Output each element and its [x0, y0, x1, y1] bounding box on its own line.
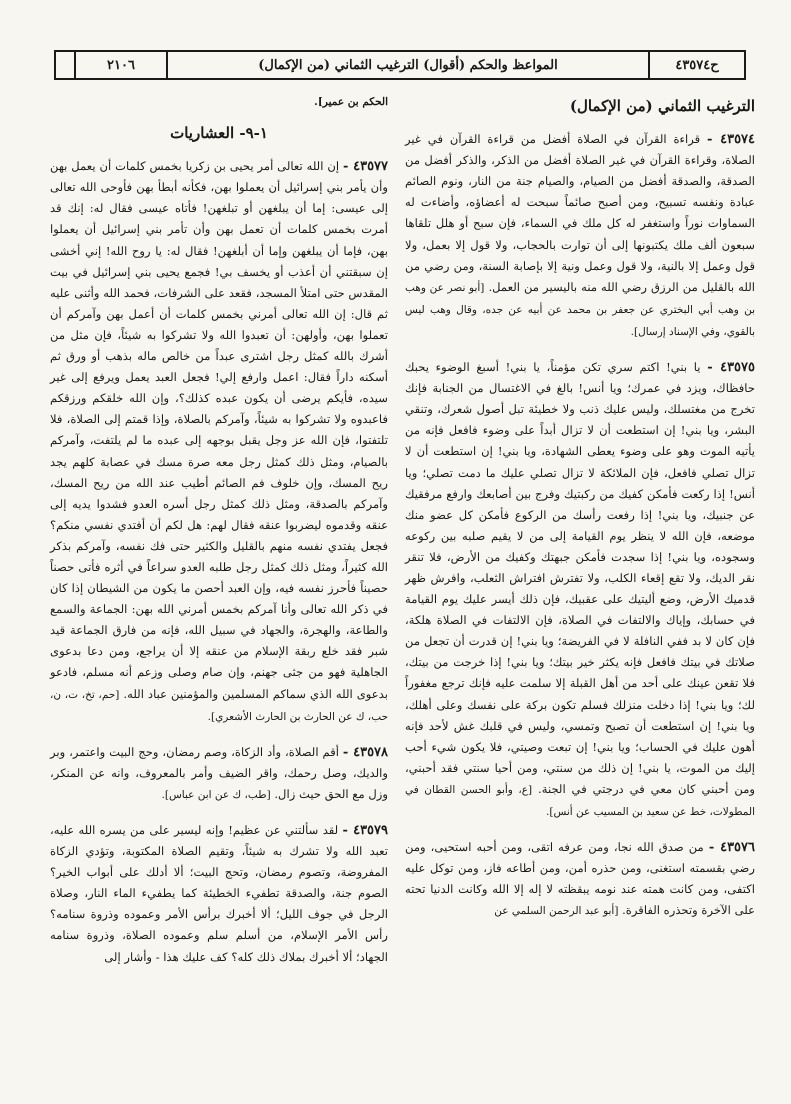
hadith-text: من صدق الله نجا، ومن عرفه اتقى، ومن أحبه استحيى، ومن رضي بقسمته استغنى، ومن حذره أمن، ومن أطاعه فاز، ومن توكل عليه اكتفى، ومن كانت همته عند نومه يبقظته لا إله إلا الله وكانت الدنيا تحته على الآخرة وتحذره الفاقرة. — [405, 840, 755, 918]
hadith-source: [أبو عبد الرحمن السلمي عن — [494, 905, 619, 918]
hadith-source: [طب، ك عن ابن عباس]. — [161, 788, 271, 801]
source-continuation: الحكم بن عمير]. — [314, 96, 388, 108]
section-heading: الترغيب الثماني (من الإكمال) — [569, 97, 755, 115]
hadith-text: إن الله تعالى أمر يحيى بن زكريا بخمس كلمات أن يعمل بهن وأن يأمر بني إسرائيل أن يعملوا بهن، فكأنه أبطأ بهن فأوحى الله تعالى إلى عيسى: إما أن يبلغهن أو تبلغهن! فأتاه عيسى فقال له: إنك قد أمرت بخمس كلمات أن تعمل بهن وأن تأمر بني إسرائيل أن يعملوا بهن، فإما أن يبلغهن وإما أن أبلغهن! فقال له: يا روح الله! إني أخشى إن سبقتني أن أعذب أو يخسف بي! فجمع يحيى بني إسرائيل في بيت المقدس حتى امتلأ المسجد، فقعد على الشرفات، فحمد الله وأثنى عليه ثم قال: إن الله تعالى أمرني بخمس كلمات أن أعمل بهن وآمركم أن تعملوا بهن، وأولهن: أن تعبدوا الله ولا تشركوا به شيئاً، فإن مثل من أشرك بالله كمثل رجل اشترى عبداً من خالص ماله بذهب أو ورق ثم أسكنه داراً فقال: اعمل وارفع إلي! فجعل العبد يعمل ويرفع إلى غير سيده، فأيكم يرضى أن يكون عبده كذلك؟، وإن الله خلقكم ورزقكم فاعبدوه ولا تشركوا به شيئاً، وآمركم بالصلاة، وإذا قمتم إلى الصلاة، فلا تلتفتوا، فإن الله عز وجل يقبل بوجهه إلى عبده ما لم يلتفت، وآمركم بالصيام، ومثل ذلك كمثل رجل معه صرة مسك في عصابة كلهم يجد ريح المسك، وإن خلوف فم الصائم أطيب عند الله من ريح المسك، وآمركم بالصدقة، ومثل ذلك كمثل رجل أسره العدو فشدوا يديه إلى عنقه وقدموه ليضربوا عنقه فقال لهم: هل لكم أن أفتدي نفسي منكم؟ فجعل يفتدي نفسه منهم بالقليل والكثير حتى فك نفسه، وآمركم بذكر الله كثيراً، ومثل ذلك كمثل رجل طلبه العدو سراعاً في أثره فأتى حصناً حصيناً فأحرز نفسه فيه، وإن العبد أحصن ما يكون من الشيطان إذا كان في ذكر الله تعالى وأنا آمركم بخمس أمرني الله بهن: الجماعة والسمع والطاعة، والهجرة، والجهاد في سبيل الله، فإنه من فارق الجماعة قيد شبر فقد خلع ربقة الإسلام من عنقه إلا أن يراجع، ومن دعا بدعوى الجاهلية فهو من جثى جهنم، وإن صام وصلى وزعم أنه مسلم، فادعو بدعوى الله الذي سماكم المسلمين والمؤمنين عباد الله. — [50, 159, 389, 701]
hadith-source: [حم، تخ، ت، ن، حب، ك عن الحارث بن الحارث الأشعري]. — [50, 688, 388, 723]
page-header — [54, 50, 746, 80]
hadith-source: [أبو نصر عن وهب بن وهب أبي البختري عن جعفر بن محمد عن أبيه عن جده، وقال وهب ليس بالقوي، وفي الإسناد إرسال]. — [405, 281, 755, 338]
hadith-number: ٤٣٥٧٤ - — [707, 132, 756, 148]
left-column — [50, 92, 388, 982]
hadith-number: ٤٣٥٧٨ - — [342, 744, 389, 760]
hadith-text: لقد سألتني عن عظيم! وإنه ليسير على من يسره الله عليه، تعبد الله ولا تشرك به شيئاً، وتقيم الصلاة المكتوبة، وتؤدي الزكاة المفروضة، وتصوم رمضان، وتحج البيت؛ ألا أدلك على أبواب الخير؟ الصوم جنة، والصدقة تطفيء الخطيئة كما يطفيء الماء النار، وصلاة الرجل في جوف الليل؛ ألا أخبرك برأس الأمر وعموده وذروة سنامه؟ رأس الأمر الإسلام، من أسلم سلم وعموده الصلاة، وذروة سنامه الجهاد؛ ألا أخبرك بملاك ذلك كله؟ كف عليك هذا - وأشار إلى — [50, 823, 388, 964]
hadith-entry — [405, 129, 755, 343]
hadith-entry — [405, 837, 755, 922]
hadith-entry — [50, 156, 388, 728]
right-column — [405, 92, 755, 936]
hadith-text: أقم الصلاة، وأد الزكاة، وصم رمضان، وحج البيت واعتمر، وبر والديك، وصل رحمك، واقر الضيف وأمر بالمعروف، وانه عن المنكر، وزل مع الحق حيث زال. — [50, 744, 388, 801]
hadith-text: قراءة القرآن في الصلاة أفضل من قراءة القرآن في غير الصلاة، وقراءة القرآن في غير الصلاة أفضل من الذكر، والذكر أفضل من الصدقة، والصدقة أفضل من الصيام، والصيام جنة من النار، ونوم الصائم عبادة ونفسه تسبيح، ومن أصبح صائماً سبحت له أعضاؤه، وأضاءت له السماوات نوراً واستغفر له كل ملك في السماء، فإن سبح أو هلل تلقاها سبعون ألف ملك يكتبونها إلى أن توارت بالحجاب، ولا قول إلا بعمل، ولا قول وعمل إلا بالنية، ولا قول وعمل ونية إلا بإصابة السنة، ومن رضي من الله بالقليل من الرزق رضي الله منه باليسير من العمل. — [405, 132, 755, 294]
hadith-entry — [50, 820, 388, 968]
hadith-number: ٤٣٥٧٦ - — [708, 840, 756, 856]
hadith-number: ٤٣٥٧٩ - — [342, 823, 389, 838]
running-title: المواعظ والحكم (أقوال) الترغيب الثماني (من الإكمال) — [258, 57, 558, 73]
hadith-text: يا بني! اكتم سري تكن مؤمناً، يا بني! أسبغ الوضوء يحبك حافظاك، ويزد في عمرك؛ ويا أنس! بالغ في الاغتسال من الجنابة فإنك تخرج من مغتسلك، وليس عليك ذنب ولا خطيئة تبل أصول شعرك، وتنقي البشر، ويا بني! إن استطعت أن لا تزال أبداً على وضوء فافعل فإنه من يأتيه الموت وهو على وضوء يعطى الشهادة، ويا بني! إن استطعت أن لا تزال تصلي فافعل، فإن الملائكة لا تزال تصلي عليك ما دمت تصلي؛ ويا أنس! إذا ركعت فأمكن كفيك من ركبتيك وفرج بين أصابعك وارفع مرفقيك عن جنبيك، ويا بني! إذا رفعت رأسك من الركوع فأمكن كل عضو منك موضعه، فإن الله لا ينظر يوم القيامة إلى من لا يقيم صلبه بين ركوعه وسجوده، ويا بني! إذا سجدت فأمكن جبهتك وكفيك من الأرض، فلا تنقر نقر الديك، ولا تقع إقعاء الكلب، ولا تفترش افتراش الثعلب، وافرش ظهر قدميك الأرض، وضع أليتيك على عقبيك، فإن ذلك أيسر عليك يوم القيامة في حسابك، وإياك والالتفات في الصلاة، فإن الالتفات في الصلاة هلكة، فإن كان لا بد ففي النافلة لا في الفريضة؛ ويا بني! إن قدرت أن تجعل من صلاتك في بيتك فافعل فإنه يكثر خير بيتك؛ ويا بني! إذا خرجت من بيتك، فلا تقعن عينك على أحد من أهل القبلة إلا سلمت عليه فإنك ترجع مغفوراً لك؛ ويا بني! إذا دخلت منزلك فسلم تكون بركة على نفسك وعلى أهلك، ويا بني! إن استطعت أن تصبح وتمسي، وليس في قلبك غش لأحد فإنه أهون عليك في الحساب؛ ويا بني! إن تبعت وصيتي، فلا يكون شيء أحب إليك من الموت، يا بني! إن ذلك من سنتي، ومن أحيا سنتي فقد أحبني، ومن أحبني كان معي في درجتي في الجنة. — [405, 360, 756, 796]
hadith-entry — [50, 742, 388, 806]
hadith-source: [ع، وأبو الحسن القطان في المطولات، خط عن سعيد بن المسيب عن أنس]. — [405, 783, 755, 818]
section-heading: ١-٩- العشاريات — [170, 124, 268, 143]
hadith-number: ٤٣٥٧٧ - — [342, 159, 389, 175]
hadith-number: ٤٣٥٧٥ - — [707, 360, 756, 376]
header-spacer — [56, 52, 76, 78]
hadith-entry — [405, 357, 755, 823]
page-number: ٢١٠٦ — [76, 52, 168, 78]
hadith-range-id: ح٤٣٥٧٤ — [648, 52, 744, 78]
